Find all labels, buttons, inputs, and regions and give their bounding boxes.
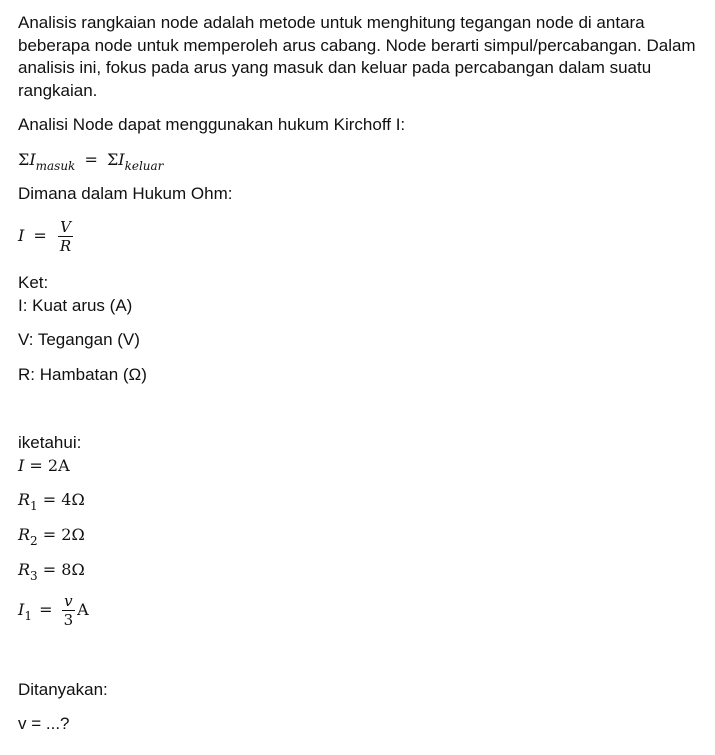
var: R xyxy=(18,490,31,509)
value: = 2Ω xyxy=(42,525,85,544)
given-r3 xyxy=(18,560,85,583)
subscript: 1 xyxy=(30,499,38,513)
given-r2 xyxy=(18,525,85,548)
value: = 8Ω xyxy=(42,560,85,579)
unit: A xyxy=(77,600,89,619)
subscript: 1 xyxy=(24,609,32,623)
kirchoff-text: Analisi Node dapat menggunakan hukum Kirchoff I: xyxy=(18,115,406,134)
legend-voltage: V: Tegangan (V) xyxy=(18,330,140,349)
fraction-denominator: R xyxy=(59,237,72,255)
var: R xyxy=(18,560,31,579)
fraction-numerator: v xyxy=(62,592,76,611)
asked-title: Ditanyakan: xyxy=(18,680,108,699)
ohm-fraction xyxy=(58,218,73,255)
asked-question: v = ...? xyxy=(18,714,70,733)
intro-paragraph: Analisis rangkaian node adalah metode untuk menghitung tegangan node di antara beberapa node untuk memperoleh arus cabang. Node berarti simpul/percabangan. Dalam analisis ini, fokus pada arus yang masuk dan keluar pada percabangan dalam suatu rangkaian. xyxy=(18,13,696,100)
given-current xyxy=(18,456,70,475)
subscript: 3 xyxy=(30,569,38,583)
value: = 2A xyxy=(29,456,70,475)
equals-sign: = xyxy=(33,226,47,245)
sigma-symbol: Σ xyxy=(106,150,119,169)
given-r1 xyxy=(18,490,85,513)
subscript-keluar: keluar xyxy=(124,159,164,173)
current-var: I xyxy=(18,226,25,245)
given-title: iketahui: xyxy=(18,433,82,452)
current-var: I xyxy=(29,150,36,169)
fraction-numerator: V xyxy=(58,218,73,237)
ohm-formula xyxy=(18,218,75,255)
equals-sign: = xyxy=(84,150,98,169)
value: = 4Ω xyxy=(42,490,85,509)
given-i1 xyxy=(18,592,89,629)
legend-resistance: R: Hambatan (Ω) xyxy=(18,365,147,384)
sigma-symbol: Σ xyxy=(18,150,30,169)
var: R xyxy=(18,525,31,544)
var: I xyxy=(18,456,25,475)
var: I xyxy=(18,600,25,619)
legend-title: Ket: xyxy=(18,273,49,292)
kirchoff-formula xyxy=(18,150,164,173)
subscript: 2 xyxy=(30,534,38,548)
equals-sign: = xyxy=(39,600,53,619)
ohm-text: Dimana dalam Hukum Ohm: xyxy=(18,184,233,203)
current-var: I xyxy=(118,150,125,169)
i1-fraction xyxy=(62,592,76,629)
fraction-denominator: 3 xyxy=(63,611,74,629)
legend-current: I: Kuat arus (A) xyxy=(18,296,133,315)
subscript-masuk: masuk xyxy=(35,159,76,173)
